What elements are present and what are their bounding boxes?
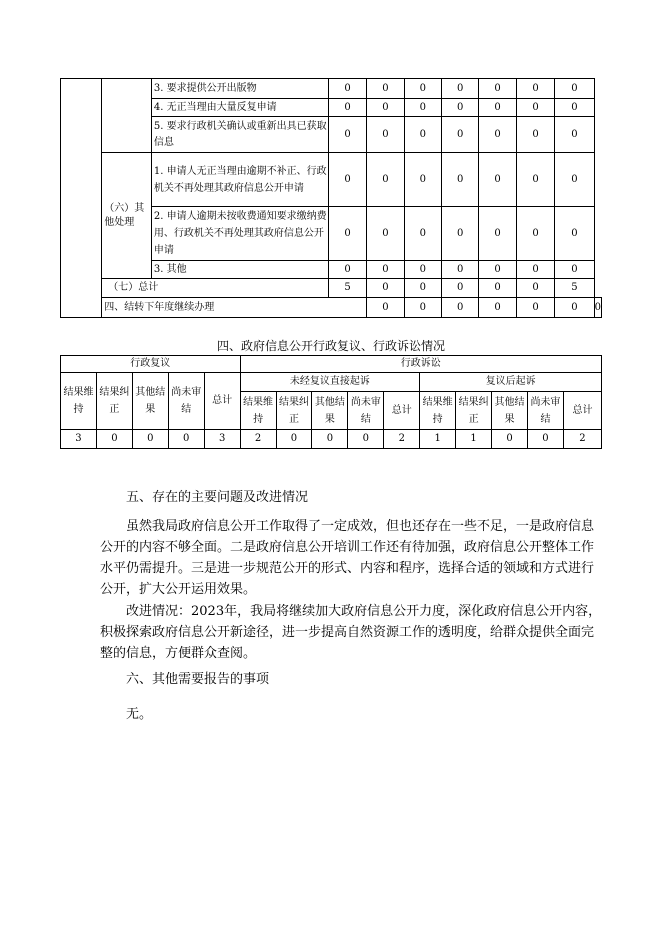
col-header: 总计 — [204, 373, 240, 430]
row-label: 1. 申请人无正当理由逾期不补正、行政机关不再处理其政府信息公开申请 — [151, 153, 328, 207]
col-header: 结果纠正 — [96, 373, 132, 430]
direct-suit-header: 未经复议直接起诉 — [240, 373, 420, 392]
group-label-other: （六）其他处理 — [102, 153, 152, 279]
row-label: 3. 其他 — [151, 261, 328, 279]
col-header: 结果维持 — [420, 392, 456, 430]
table-row: 5. 要求行政机关确认或重新出具已获取信息 0 0 0 0 0 0 0 — [61, 117, 602, 153]
paragraph-issues: 虽然我局政府信息公开工作取得了一定成效，但也还存在一些不足，一是政府信息公开的内容不够全面。二是政府信息公开培训工作还有待加强，政府信息公开整体工作水平仍需提升。三是进一步规范公开的形式、内容和程序，选择合适的领域和方式进行公开，扩大公开运用效果。 — [100, 519, 595, 597]
row-label: 2. 申请人逾期未按收费通知要求缴纳费用、行政机关不再处理其政府信息公开申请 — [151, 207, 328, 261]
carry-over-row: 四、结转下年度继续办理 0 0 0 0 0 0 0 — [61, 298, 602, 318]
table-row: 4. 无正当理由大量反复申请 0 0 0 0 0 0 0 — [61, 99, 602, 117]
row-label: 4. 无正当理由大量反复申请 — [151, 99, 328, 117]
col-header: 其他结果 — [492, 392, 528, 430]
col-header: 结果纠正 — [456, 392, 492, 430]
table-row: 2. 申请人逾期未按收费通知要求缴纳费用、行政机关不再处理其政府信息公开申请 0 0 0 0 0 0 0 — [61, 207, 602, 261]
review-litigation-table — [60, 355, 602, 449]
col-header: 结果维持 — [240, 392, 276, 430]
processing-results-table — [60, 78, 602, 318]
col-header: 总计 — [384, 392, 420, 430]
table-row: 3. 其他 0 0 0 0 0 0 0 — [61, 261, 602, 279]
table-row: 3 0 0 0 3 2 0 0 0 2 1 1 0 0 2 — [61, 430, 602, 449]
col-header: 尚未审结 — [527, 392, 563, 430]
col-header: 尚未审结 — [168, 373, 204, 430]
table-row: （六）其他处理 1. 申请人无正当理由逾期不补正、行政机关不再处理其政府信息公开申请 0 0 0 0 0 0 0 — [61, 153, 602, 207]
col-header: 总计 — [563, 392, 601, 430]
row-label: 3. 要求提供公开出版物 — [151, 79, 328, 99]
section-5-title: 五、存在的主要问题及改进情况 — [126, 490, 309, 505]
carry-over-label: 四、结转下年度继续办理 — [102, 298, 367, 318]
admin-litigation-header: 行政诉讼 — [240, 356, 601, 373]
section-6-title: 六、其他需要报告的事项 — [126, 672, 270, 687]
col-header: 尚未审结 — [348, 392, 384, 430]
section-4-title: 四、政府信息公开行政复议、行政诉讼情况 — [216, 339, 445, 353]
admin-review-header: 行政复议 — [61, 356, 241, 373]
col-header: 结果纠正 — [276, 392, 312, 430]
table-row: 3. 要求提供公开出版物 0 0 0 0 0 0 0 — [61, 79, 602, 99]
total-label: （七）总计 — [102, 279, 329, 298]
col-header: 其他结果 — [312, 392, 348, 430]
none-text: 无。 — [126, 707, 153, 722]
paragraph-improvements: 改进情况：2023年，我局将继续加大政府信息公开力度，深化政府信息公开内容，积极探索政府信息公开新途径，进一步提高自然资源工作的透明度，给群众提供全面完整的信息，方便群众查阅。 — [100, 604, 602, 661]
after-review-header: 复议后起诉 — [420, 373, 602, 392]
total-row: （七）总计 5 0 0 0 0 0 5 — [61, 279, 602, 298]
col-header: 结果维持 — [61, 373, 97, 430]
col-header: 其他结果 — [132, 373, 168, 430]
row-label: 5. 要求行政机关确认或重新出具已获取信息 — [151, 117, 328, 153]
